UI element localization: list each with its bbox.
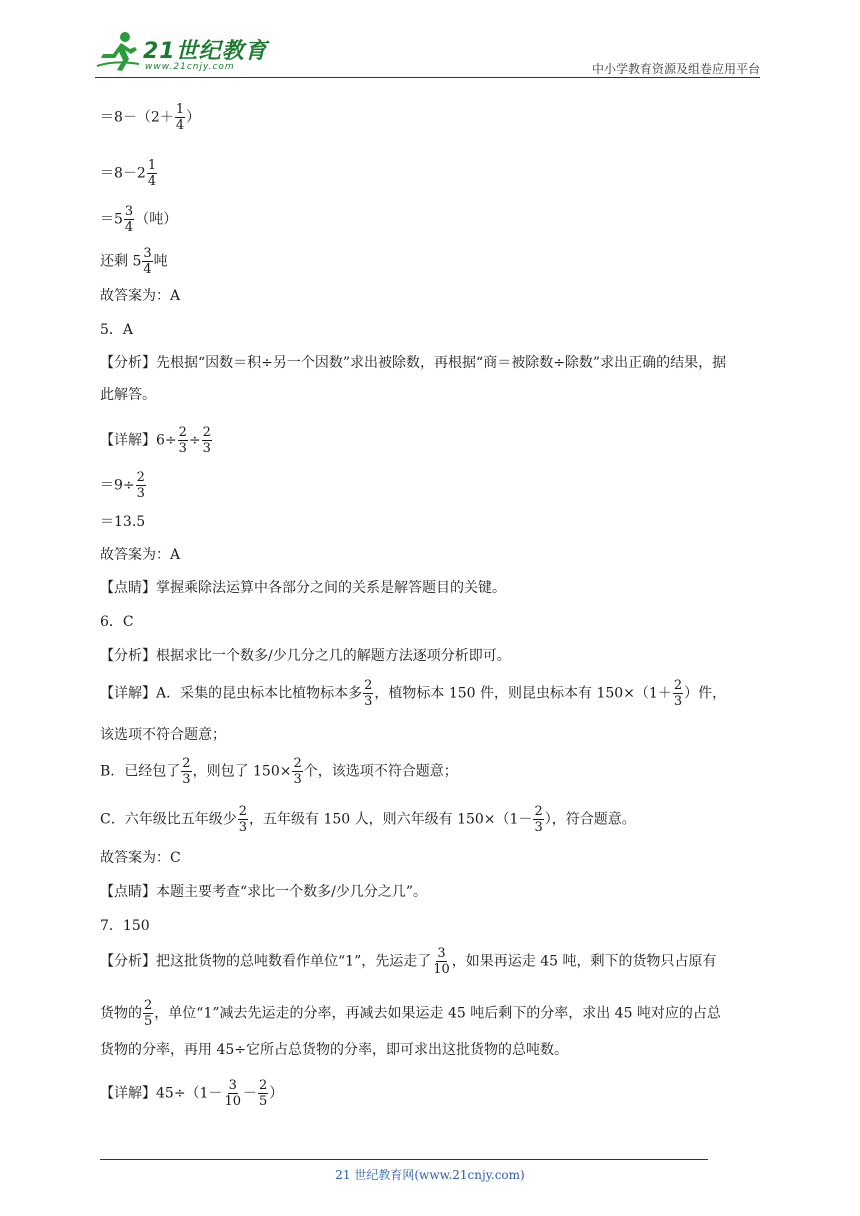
fraction: $\frac{2}{3}$: [182, 756, 191, 787]
fraction: $\frac{3}{10}$: [433, 946, 450, 977]
answer-line: 还剩 5 $\frac{3}{4}$ 吨: [100, 246, 168, 277]
question-number: 5．A: [100, 322, 134, 338]
page-header: [95, 30, 760, 80]
solution-line: 【详解】A．采集的昆虫标本比植物标本多 $\frac{2}{3}$ ，植物标本 150 件，则昆虫标本有 150×（1＋ $\frac{2}{3}$ ）件，: [100, 678, 727, 709]
header-platform-text: 中小学教育资源及组卷应用平台: [591, 62, 760, 76]
fraction: $\frac{2}{3}$: [202, 425, 211, 456]
solution-line: B．已经包了 $\frac{2}{3}$ ，则包了 150× $\frac{2}{3}$ 个，该选项不符合题意；: [100, 756, 458, 787]
footer-divider: [100, 1159, 708, 1160]
analysis-line: 货物的 $\frac{2}{5}$ ，单位“1”减去先运走的分率，再减去如果运走 45 吨后剩下的分率，求出 45 吨对应的占总: [100, 998, 721, 1029]
fraction: $\frac{3}{4}$: [124, 204, 134, 235]
logo-url: www.21cnjy.com: [145, 62, 235, 72]
comment-text: 【点睛】掌握乘除法运算中各部分之间的关系是解答题目的关键。: [100, 580, 506, 596]
runner-logo-icon: [95, 30, 141, 74]
fraction: $\frac{2}{5}$: [144, 998, 153, 1029]
fraction: $\frac{2}{3}$: [238, 804, 247, 835]
calc-line: ＝5 $\frac{3}{4}$ （吨）: [100, 204, 178, 235]
site-logo: [95, 30, 275, 78]
solution-line: C．六年级比五年级少 $\frac{2}{3}$ ，五年级有 150 人，则六年级有 150×（1－ $\frac{2}{3}$ ），符合题意。: [100, 804, 636, 835]
fraction: $\frac{2}{3}$: [673, 678, 683, 709]
fraction: $\frac{3}{4}$: [143, 246, 152, 277]
answer-line: 故答案为：A: [100, 547, 181, 563]
solution-text: 该选项不符合题意；: [100, 727, 226, 743]
fraction: $\frac{2}{5}$: [259, 1078, 268, 1109]
calc-line: ＝8－（2＋ $\frac{1}{4}$ ）: [100, 102, 201, 133]
solution-line: 【详解】45÷（1－ $\frac{3}{10}$ － $\frac{2}{5}$ ）: [100, 1078, 284, 1109]
question-number: 6．C: [100, 614, 134, 630]
answer-line: 故答案为：C: [100, 850, 181, 866]
fraction: $\frac{2}{3}$: [136, 470, 145, 501]
question-number: 7．150: [100, 918, 150, 934]
analysis-text: 货物的分率，再用 45÷它所占总货物的分率，即可求出这批货物的总吨数。: [100, 1042, 568, 1058]
logo-text: 21世纪教育: [143, 39, 268, 64]
page-footer: 21 世纪教育网(www.21cnjy.com): [335, 1168, 525, 1182]
fraction: $\frac{1}{4}$: [175, 102, 185, 133]
fraction: $\frac{2}{3}$: [178, 425, 187, 456]
calc-line: ＝13.5: [100, 514, 146, 530]
analysis-text: 此解答。: [100, 387, 156, 403]
comment-text: 【点睛】本题主要考查“求比一个数多/少几分之几”。: [100, 884, 428, 900]
calc-line: ＝8－2 $\frac{1}{4}$: [100, 158, 157, 189]
analysis-text: 【分析】先根据“因数＝积÷另一个因数”求出被除数，再根据“商＝被除数÷除数”求出正确的结果，据: [100, 355, 727, 371]
header-divider: [95, 77, 760, 78]
analysis-line: 【分析】把这批货物的总吨数看作单位“1”，先运走了 $\frac{3}{10}$ ，如果再运走 45 吨，剩下的货物只占原有: [100, 946, 717, 977]
solution-line: 【详解】6÷ $\frac{2}{3}$ ÷ $\frac{2}{3}$: [100, 425, 211, 456]
answer-line: 故答案为：A: [100, 288, 181, 304]
fraction: $\frac{2}{3}$: [293, 756, 302, 787]
fraction: $\frac{2}{3}$: [534, 804, 543, 835]
fraction: $\frac{1}{4}$: [147, 158, 157, 189]
calc-line: ＝9÷ $\frac{2}{3}$: [100, 470, 145, 501]
analysis-text: 【分析】根据求比一个数多/少几分之几的解题方法逐项分析即可。: [100, 648, 511, 664]
fraction: $\frac{2}{3}$: [364, 678, 373, 709]
fraction: $\frac{3}{10}$: [224, 1078, 241, 1109]
